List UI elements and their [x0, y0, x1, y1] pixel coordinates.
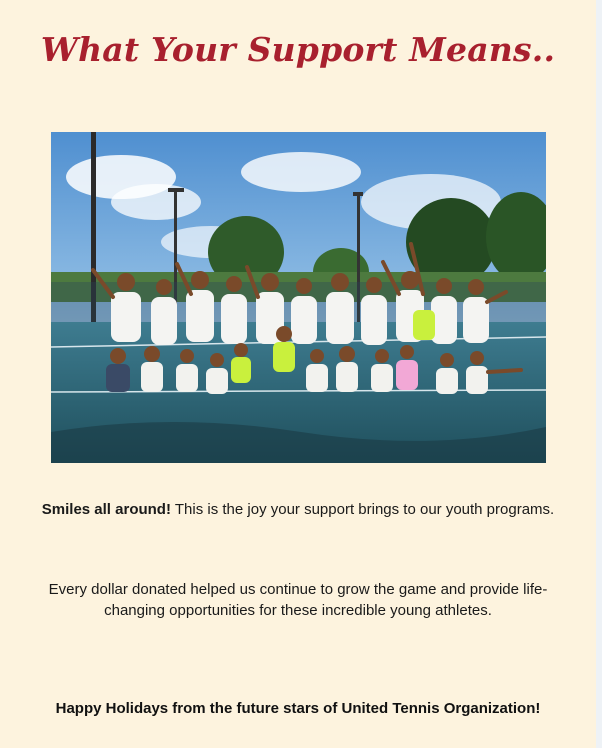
smiles-paragraph: [20, 499, 576, 520]
holiday-greeting: Happy Holidays from the future stars of United Tennis Organization!: [55, 700, 541, 717]
team-photo-illustration: [51, 132, 546, 463]
page-right-edge: [596, 0, 602, 748]
smiles-heading: Smiles all around!: [41, 501, 171, 518]
donation-paragraph: Every dollar donated helped us continue to grow the game and provide life-changing opportunities for these incredible young athletes.: [48, 581, 548, 619]
team-photo: [51, 132, 546, 463]
page-title: What Your Support Means..: [40, 30, 556, 69]
smiles-text: This is the joy your support brings to our youth programs.: [170, 501, 555, 518]
